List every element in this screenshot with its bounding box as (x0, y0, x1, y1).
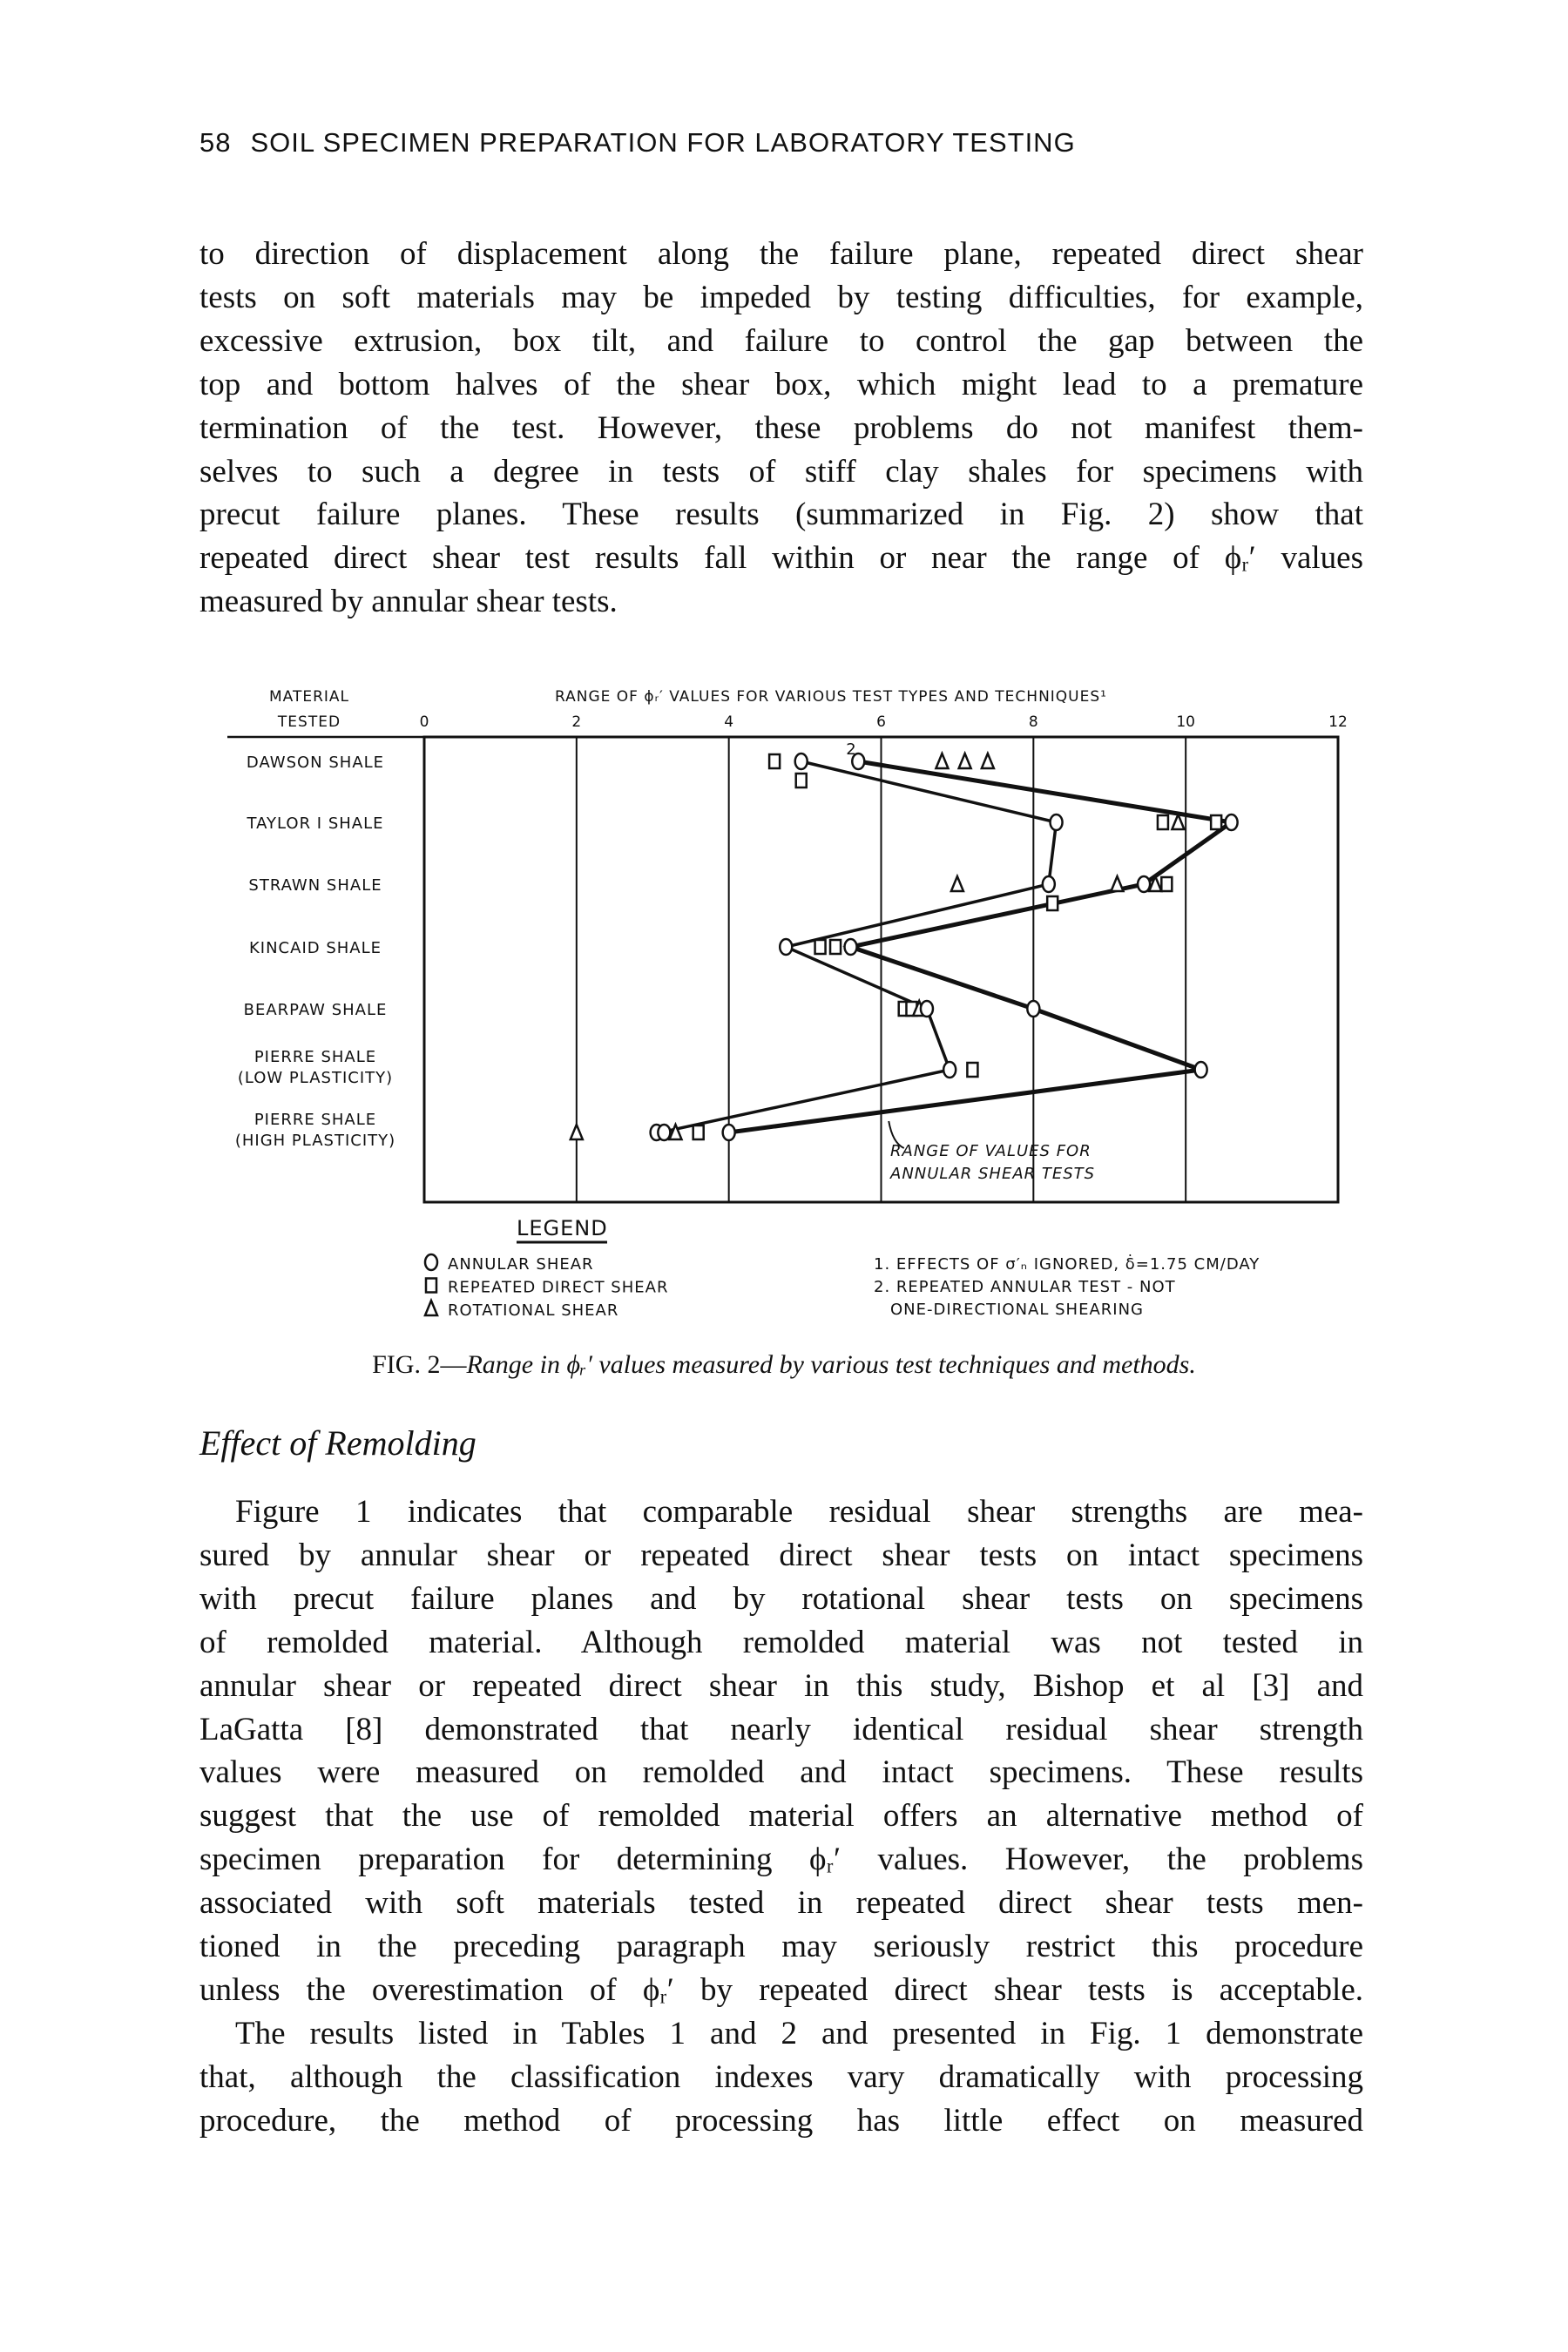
footnote: 2. REPEATED ANNULAR TEST - NOT (874, 1278, 1176, 1296)
text-line: unless the overestimation of ϕᵣ′ by repeated direct shear tests is acceptable. (199, 1971, 1363, 2008)
legend-label: REPEATED DIRECT SHEAR (448, 1278, 669, 1297)
legend-triangle-icon (425, 1301, 437, 1315)
circle-marker (1051, 814, 1063, 830)
text-line: selves to such a degree in tests of stiff clay shales for specimens with (199, 453, 1363, 490)
x-tick-label: 10 (1176, 713, 1195, 731)
text-line: precut failure planes. These results (summarized in Fig. 2) show that (199, 497, 1363, 533)
square-marker (830, 940, 841, 954)
legend-title: LEGEND (517, 1216, 608, 1240)
section-heading: Effect of Remolding (199, 1423, 476, 1463)
legend-label: ROTATIONAL SHEAR (448, 1301, 619, 1320)
category-label: TAYLOR I SHALE (247, 814, 384, 833)
square-marker (1211, 815, 1221, 829)
text-line: The results listed in Tables 1 and 2 and presented in Fig. 1 demonstrate (235, 2015, 1363, 2051)
category-label: (HIGH PLASTICITY) (234, 1132, 396, 1150)
legend-square-icon (426, 1279, 436, 1293)
text-line: measured by annular shear tests. (199, 584, 618, 620)
category-label: STRAWN SHALE (248, 876, 382, 895)
legend-label: ANNULAR SHEAR (448, 1255, 594, 1274)
text-line: top and bottom halves of the shear box, which might lead to a premature (199, 366, 1363, 402)
point-note: 2 (846, 740, 856, 759)
text-line: Figure 1 indicates that comparable residual shear strengths are mea- (235, 1494, 1363, 1530)
footnote: 1. EFFECTS OF σ′ₙ IGNORED, δ̇=1.75 CM/DAY (874, 1255, 1260, 1274)
category-label: DAWSON SHALE (246, 754, 385, 772)
text-line: tioned in the preceding paragraph may seriously restrict this procedure (199, 1929, 1363, 1964)
circle-marker (1138, 876, 1150, 892)
footnote: ONE-DIRECTIONAL SHEARING (890, 1301, 1144, 1319)
triangle-marker (959, 754, 971, 768)
circle-marker (845, 939, 857, 955)
caption-prefix: FIG. 2— (372, 1350, 467, 1379)
square-marker (693, 1125, 704, 1139)
text-line: tests on soft materials may be impeded by testing difficulties, for example, (199, 279, 1363, 315)
triangle-marker (1111, 876, 1123, 891)
text-line: that, although the classification indexes vary dramatically with processing (199, 2058, 1363, 2095)
text-line: procedure, the method of processing has little effect on measured (199, 2102, 1363, 2139)
x-tick-label: 2 (571, 713, 582, 731)
ylabel-material: MATERIAL (268, 688, 350, 706)
circle-marker (943, 1062, 956, 1078)
triangle-marker (982, 754, 994, 768)
x-tick-label: 6 (876, 713, 886, 731)
square-marker (796, 774, 807, 787)
running-title: SOIL SPECIMEN PREPARATION FOR LABORATORY TESTING (250, 127, 1076, 158)
text-line: with precut failure planes and by rotational shear tests on specimens (199, 1580, 1363, 1617)
text-line: of remolded material. Although remolded material was not tested in (199, 1624, 1363, 1660)
circle-marker (1027, 1001, 1039, 1017)
x-tick-label: 12 (1328, 713, 1348, 731)
x-tick-label: 4 (724, 713, 734, 731)
category-label: PIERRE SHALE (253, 1111, 377, 1129)
triangle-marker (571, 1125, 583, 1139)
text-line: termination of the test. However, these problems do not manifest them- (199, 409, 1363, 446)
text-line: values were measured on remolded and intact specimens. These results (199, 1754, 1363, 1791)
legend-circle-icon (425, 1254, 437, 1270)
ylabel-tested: TESTED (277, 713, 341, 731)
triangle-marker (936, 754, 948, 768)
square-marker (1161, 877, 1172, 891)
annotation-line: RANGE OF VALUES FOR (890, 1142, 1092, 1160)
square-marker (769, 754, 780, 768)
x-tick-label: 0 (419, 713, 429, 731)
circle-marker (921, 1001, 933, 1017)
text-line: annular shear or repeated direct shear in this study, Bishop et al [3] and (199, 1667, 1363, 1704)
text-line: LaGatta [8] demonstrated that nearly identical residual shear strength (199, 1711, 1363, 1747)
square-marker (815, 940, 826, 954)
triangle-marker (951, 876, 963, 891)
circle-marker (1043, 876, 1055, 892)
square-marker (967, 1063, 977, 1077)
category-label: (LOW PLASTICITY) (237, 1069, 394, 1087)
circle-marker (723, 1125, 735, 1140)
circle-marker (795, 754, 808, 769)
square-marker (1047, 896, 1058, 910)
text-line: associated with soft materials tested in repeated direct shear tests men- (199, 1885, 1363, 1922)
annotation-line: ANNULAR SHEAR TESTS (890, 1165, 1096, 1183)
x-tick-label: 8 (1028, 713, 1038, 731)
page-number: 58 (199, 127, 232, 158)
circle-marker (658, 1125, 670, 1140)
triangle-marker (1172, 814, 1184, 829)
caption-text: Range in ϕᵣ′ values measured by various test techniques and methods. (466, 1350, 1196, 1379)
circle-marker (780, 939, 792, 955)
square-marker (1158, 815, 1168, 829)
chart-title: RANGE OF ϕᵣ′ VALUES FOR VARIOUS TEST TYPES AND TECHNIQUES¹ (555, 688, 1107, 706)
circle-marker (1195, 1062, 1207, 1078)
category-label: KINCAID SHALE (248, 939, 382, 957)
text-line: suggest that the use of remolded material offers an alternative method of (199, 1798, 1363, 1835)
category-label: BEARPAW SHALE (243, 1001, 388, 1019)
circle-marker (1226, 814, 1238, 830)
text-line: to direction of displacement along the failure plane, repeated direct shear (199, 236, 1363, 272)
text-line: sured by annular shear or repeated direct shear tests on intact specimens (199, 1537, 1363, 1573)
text-line: specimen preparation for determining ϕᵣ′ values. However, the problems (199, 1842, 1363, 1878)
text-line: excessive extrusion, box tilt, and failure to control the gap between the (199, 322, 1363, 359)
figure-caption (0, 1350, 1568, 1380)
category-label: PIERRE SHALE (253, 1048, 377, 1066)
text-line: repeated direct shear test results fall within or near the range of ϕᵣ′ values (199, 540, 1363, 577)
series-line (729, 761, 1232, 1132)
